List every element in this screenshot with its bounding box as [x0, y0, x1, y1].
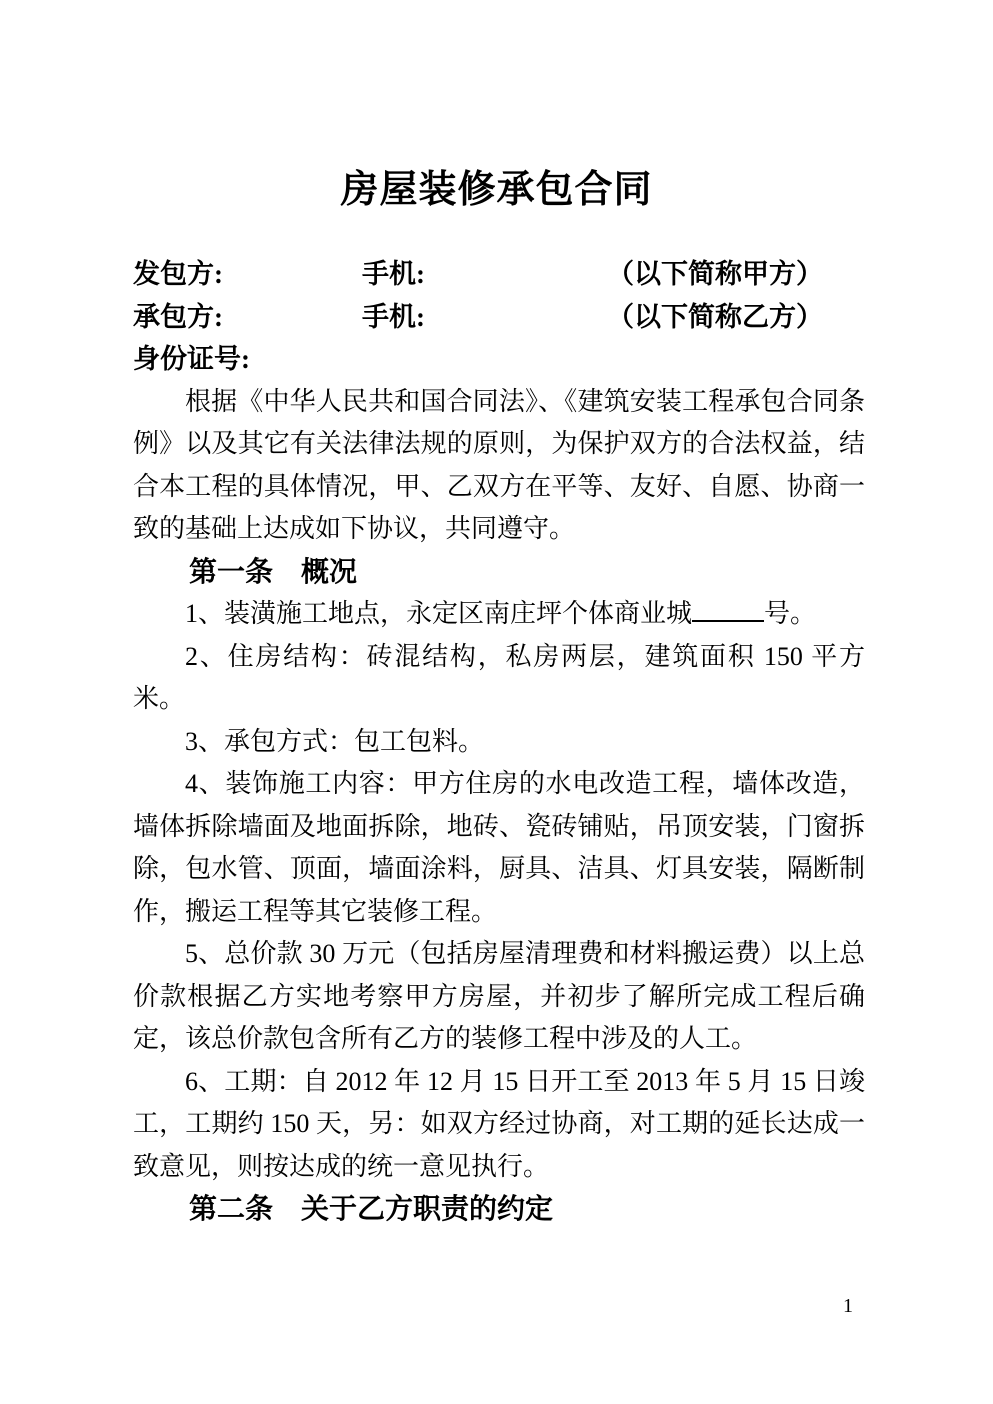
document-content [133, 253, 865, 1231]
party-a-row [133, 253, 865, 296]
clause-3-paragraph: 3、承包方式：包工包料。 [185, 726, 485, 756]
party-b-row [133, 296, 865, 339]
clause-2-paragraph: 2、住房结构：砖混结构，私房两层，建筑面积 150 平方米。 [133, 641, 865, 713]
id-number-label: 身份证号: [133, 344, 250, 374]
clause-6-paragraph: 6、工期：自 2012 年 12 月 15 日开工至 2013 年 5 月 15 日竣工，工期约 150 天，另：如双方经过协商，对工期的延长达成一致意见，则按达成的统一意见执行。 [133, 1066, 865, 1181]
party-a-alias: （以下简称甲方） [607, 259, 823, 289]
party-b-alias: （以下简称乙方） [607, 301, 823, 332]
contract-body [133, 381, 865, 1231]
party-a-label: 发包方: [133, 259, 223, 289]
party-b-label: 承包方: [133, 301, 223, 332]
section-2-heading: 第二条 关于乙方职责的约定 [189, 1193, 554, 1224]
intro-paragraph: 根据《中华人民共和国合同法》、《建筑安装工程承包合同条例》以及其它有关法律法规的原则，为保护双方的合法权益，结合本工程的具体情况，甲、乙双方在平等、友好、自愿、协商一致的基础上达成如下协议，共同遵守。 [133, 386, 865, 543]
document-title: 房屋装修承包合同 [340, 169, 653, 211]
clause-1-text-post: 号。 [764, 599, 817, 628]
party-a-phone-label: 手机: [362, 259, 425, 289]
clause-5-paragraph: 5、总价款 30 万元（包括房屋清理费和材料搬运费）以上总价款根据乙方实地考察甲方房屋，并初步了解所完成工程后确定，该总价款包含所有乙方的装修工程中涉及的人工。 [133, 939, 865, 1053]
blank-underline [692, 595, 764, 622]
id-number-row [133, 338, 865, 381]
section-1-heading: 第一条 概况 [189, 555, 358, 587]
party-b-phone-label: 手机: [362, 301, 425, 332]
clause-4-paragraph: 4、装饰施工内容：甲方住房的水电改造工程，墙体改造，墙体拆除墙面及地面拆除，地砖、瓷砖铺贴，吊顶安装，门窗拆除，包水管、顶面，墙面涂料，厨具、洁具、灯具安装，隔断制作，搬运工程等其它装修工程。 [133, 769, 865, 926]
page-number: 1 [843, 1295, 853, 1317]
clause-1-text-pre: 1、装潢施工地点，永定区南庄坪个体商业城 [185, 599, 693, 628]
clause-1-paragraph [133, 593, 865, 636]
